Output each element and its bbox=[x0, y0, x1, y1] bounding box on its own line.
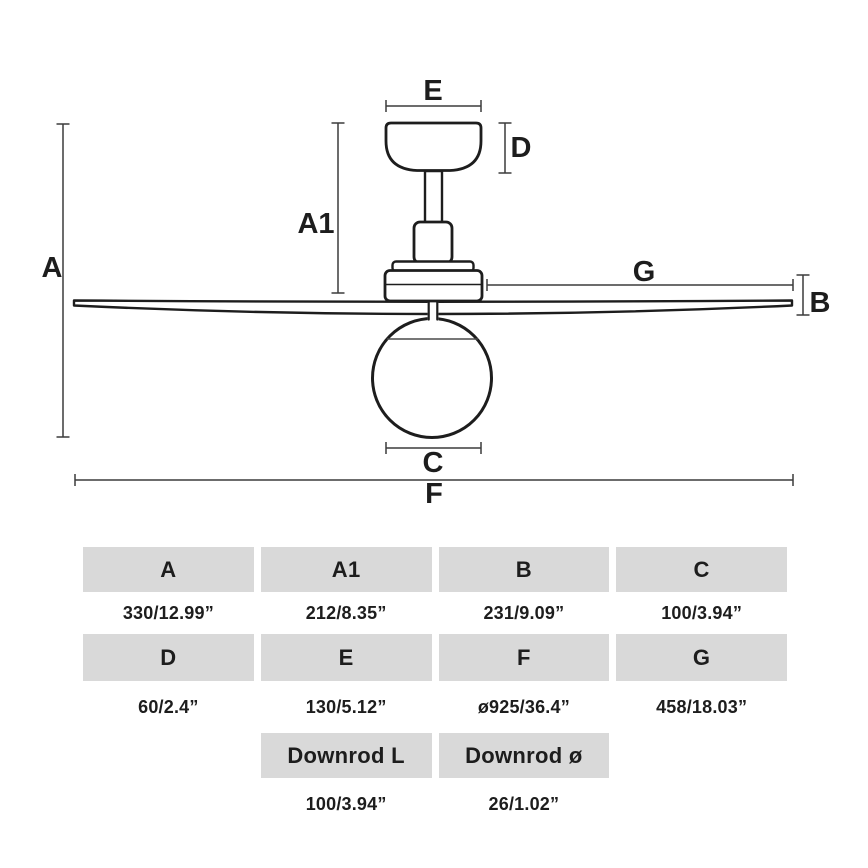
table-header-cell-downrod-diameter: Downrod ø bbox=[439, 733, 610, 778]
table-value-cell: 330/12.99” bbox=[122, 602, 214, 623]
table-header-cell: G bbox=[616, 634, 787, 681]
table-header-cell: F bbox=[439, 634, 610, 681]
table-value-cell: 26/1.02” bbox=[488, 793, 560, 814]
table-value-cell: 130/5.12” bbox=[305, 696, 387, 717]
table-value-cell: 100/3.94” bbox=[661, 602, 743, 623]
dim-label-a: A bbox=[41, 252, 63, 284]
table-header-cell: D bbox=[83, 634, 254, 681]
dim-label-c: C bbox=[422, 447, 444, 479]
dim-label-f: F bbox=[425, 478, 443, 510]
dim-label-b: B bbox=[809, 287, 831, 319]
dim-label-a1: A1 bbox=[297, 208, 335, 240]
table-header-cell: A1 bbox=[261, 547, 432, 592]
table-header-cell: B bbox=[439, 547, 610, 592]
fan-drawing bbox=[74, 123, 792, 438]
light-globe bbox=[373, 319, 492, 438]
table-header-cell-downrod-l: Downrod L bbox=[261, 733, 432, 778]
table-value-cell: 212/8.35” bbox=[305, 602, 387, 623]
dim-line-b bbox=[797, 275, 810, 315]
table-value-cell: ø925/36.4” bbox=[477, 696, 570, 717]
downrod bbox=[425, 171, 442, 223]
dimension-table bbox=[83, 547, 787, 830]
table-value-cell: 231/9.09” bbox=[483, 602, 565, 623]
dim-label-g: G bbox=[632, 256, 656, 288]
table-header-cell: E bbox=[261, 634, 432, 681]
ceiling-canopy bbox=[386, 123, 481, 171]
dim-label-d: D bbox=[510, 132, 532, 164]
table-header-cell: C bbox=[616, 547, 787, 592]
motor-housing bbox=[385, 271, 482, 302]
table-value-cell: 100/3.94” bbox=[305, 793, 387, 814]
downrod-coupler bbox=[414, 222, 452, 263]
table-value-cell: 60/2.4” bbox=[138, 696, 199, 717]
table-header-cell: A bbox=[83, 547, 254, 592]
table-value-cell: 458/18.03” bbox=[656, 696, 748, 717]
dim-label-e: E bbox=[423, 75, 443, 107]
